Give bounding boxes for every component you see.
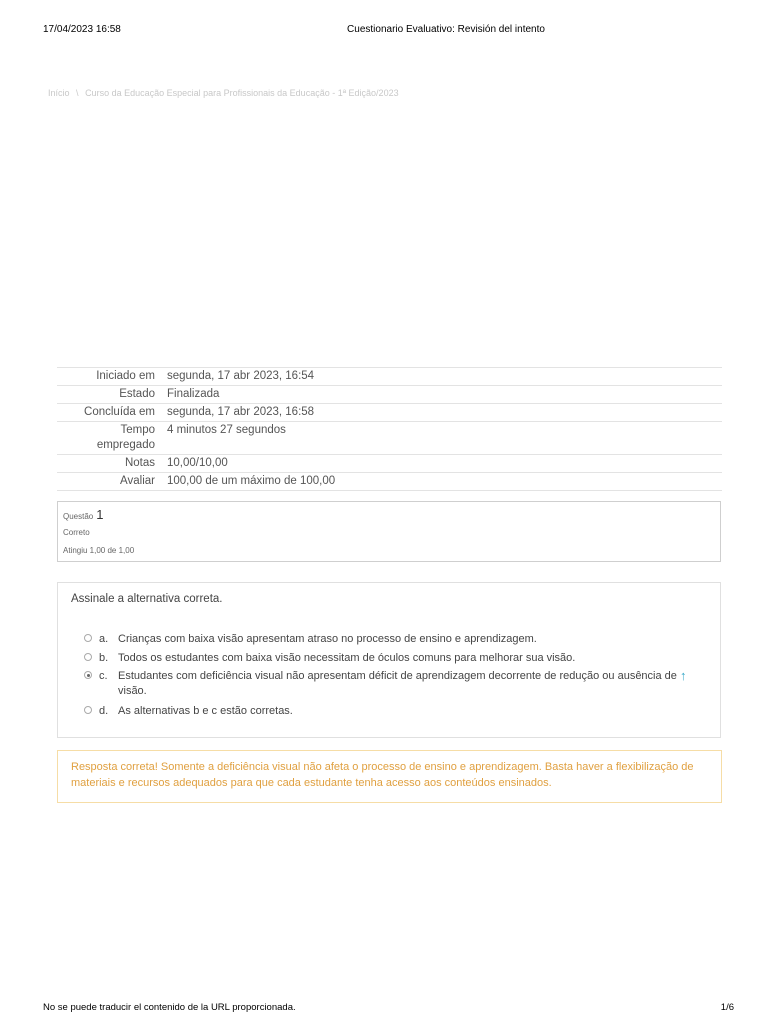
summary-row xyxy=(57,368,722,386)
question-status: Correto xyxy=(63,528,90,537)
summary-label: Estado xyxy=(57,386,161,404)
attempt-summary-table xyxy=(57,367,722,491)
print-title: Cuestionario Evaluativo: Revisión del intento xyxy=(347,24,545,35)
option-text: Todos os estudantes com baixa visão necessitam de óculos comuns para melhorar sua visão. xyxy=(118,652,576,664)
question-info-box xyxy=(57,501,721,562)
feedback-box xyxy=(57,750,722,803)
question-number-value: 1 xyxy=(96,507,104,522)
summary-row xyxy=(57,473,722,491)
summary-label: Notas xyxy=(57,455,161,473)
question-prompt: Assinale a alternativa correta. xyxy=(71,593,223,605)
option-letter: d. xyxy=(99,705,109,717)
summary-value: 100,00 de um máximo de 100,00 xyxy=(161,473,722,491)
radio-b[interactable] xyxy=(84,653,92,661)
option-text: Estudantes com deficiência visual não apresentam déficit de aprendizagem decorrente de redução ou ausência de visão. xyxy=(118,670,677,697)
summary-row xyxy=(57,386,722,404)
summary-value: segunda, 17 abr 2023, 16:58 xyxy=(161,404,722,422)
option-letter: a. xyxy=(99,633,109,645)
summary-value: segunda, 17 abr 2023, 16:54 xyxy=(161,368,722,386)
feedback-text: Resposta correta! Somente a deficiência visual não afeta o processo de ensino e aprendizagem. Basta haver a flexibilização de materiais e recursos adequados para que cada estudante tenha acesso aos conteúdos ensinados. xyxy=(71,761,694,789)
radio-a[interactable] xyxy=(84,634,92,642)
option-letter: b. xyxy=(99,652,109,664)
question-score: Atingiu 1,00 de 1,00 xyxy=(63,546,135,555)
print-header xyxy=(0,24,768,38)
arrow-up-icon: ↑ xyxy=(680,668,687,683)
question-number xyxy=(63,507,103,522)
summary-label: Tempo empregado xyxy=(57,422,161,455)
summary-row xyxy=(57,455,722,473)
radio-c-selected[interactable] xyxy=(84,671,92,679)
option-text: As alternativas b e c estão corretas. xyxy=(118,705,293,717)
summary-row xyxy=(57,404,722,422)
breadcrumb xyxy=(48,88,399,98)
breadcrumb-home-link[interactable]: Início xyxy=(48,88,70,98)
question-box xyxy=(57,582,721,738)
summary-value: 10,00/10,00 xyxy=(161,455,722,473)
summary-value: 4 minutos 27 segundos xyxy=(161,422,722,455)
summary-row xyxy=(57,422,722,455)
summary-value: Finalizada xyxy=(161,386,722,404)
option-letter: c. xyxy=(99,670,108,682)
breadcrumb-course-link[interactable]: Curso da Educação Especial para Profissionais da Educação - 1ª Edição/2023 xyxy=(85,88,399,98)
summary-label: Iniciado em xyxy=(57,368,161,386)
option-text: Crianças com baixa visão apresentam atraso no processo de ensino e aprendizagem. xyxy=(118,633,537,645)
summary-label: Concluída em xyxy=(57,404,161,422)
footer-note: No se puede traducir el contenido de la URL proporcionada. xyxy=(43,1002,296,1013)
breadcrumb-separator: \ xyxy=(76,88,79,98)
radio-d[interactable] xyxy=(84,706,92,714)
question-label: Questão xyxy=(63,512,94,521)
page-number: 1/6 xyxy=(720,1002,734,1013)
summary-label: Avaliar xyxy=(57,473,161,491)
print-datetime: 17/04/2023 16:58 xyxy=(43,24,121,35)
